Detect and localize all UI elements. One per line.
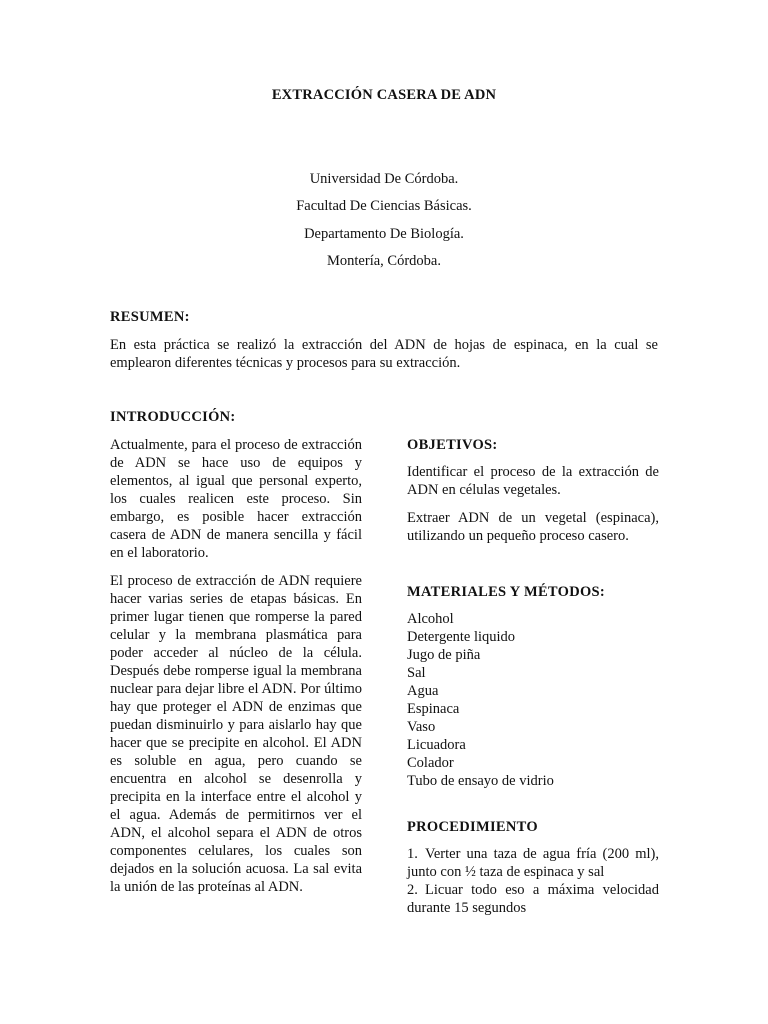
list-item: Agua xyxy=(407,683,439,699)
materiales-list xyxy=(407,610,659,790)
list-item: Licuadora xyxy=(407,737,466,753)
affiliation-university: Universidad De Córdoba. xyxy=(309,171,459,187)
procedimiento-step xyxy=(407,845,659,881)
materiales-heading: MATERIALES Y MÉTODOS: xyxy=(407,584,606,600)
document-title: EXTRACCIÓN CASERA DE ADN xyxy=(271,87,497,103)
step-text: Licuar todo eso a máxima velocidad durante 15 segundos xyxy=(407,882,659,916)
affiliation-department: Departamento De Biología. xyxy=(304,226,464,242)
step-number: 1. xyxy=(407,846,418,862)
introduccion-heading: INTRODUCCIÓN: xyxy=(110,409,236,425)
affiliation-city: Montería, Córdoba. xyxy=(327,253,441,269)
list-item: Sal xyxy=(407,665,426,681)
step-text: Verter una taza de agua fría (200 ml), junto con ½ taza de espinaca y sal xyxy=(407,846,659,880)
list-item: Detergente liquido xyxy=(407,629,516,645)
affiliation-faculty: Facultad De Ciencias Básicas. xyxy=(296,198,472,214)
introduccion-paragraph-2: El proceso de extracción de ADN requiere hacer varias series de etapas básicas. En primer lugar tienen que romperse la pared celular y la membrana plasmática para poder acceder al núcleo de la célula. Después debe romperse igual la membrana nuclear para dejar libre el ADN. Por último hay que proteger el ADN de enzimas que puedan disminuirlo y para aislarlo hay que hacer que se precipite en alcohol. El ADN es soluble en agua, pero cuando se encuentra en alcohol se desenrolla y precipita en la interface entre el alcohol y el agua. Además de permitirnos ver el ADN, el alcohol separa el ADN de otros componentes celulares, los cuales son dejados en la solución acuosa. La sal evita la unión de las proteínas al ADN. xyxy=(110,573,362,895)
list-item: Jugo de piña xyxy=(407,647,481,663)
list-item: Colador xyxy=(407,755,454,771)
procedimiento-heading: PROCEDIMIENTO xyxy=(407,819,538,835)
list-item: Espinaca xyxy=(407,701,460,717)
list-item: Alcohol xyxy=(407,611,454,627)
list-item: Tubo de ensayo de vidrio xyxy=(407,773,554,789)
introduccion-paragraph-1: Actualmente, para el proceso de extracción de ADN se hace uso de equipos y elementos, al igual que personal experto, los cuales realicen este proceso. Sin embargo, es posible hacer extracción casera de ADN de manera sencilla y fácil en el laboratorio. xyxy=(110,437,362,561)
objetivos-heading: OBJETIVOS: xyxy=(407,437,498,453)
objetivos-paragraph-2: Extraer ADN de un vegetal (espinaca), utilizando un pequeño proceso casero. xyxy=(407,510,659,544)
objetivos-paragraph-1: Identificar el proceso de la extracción de ADN en células vegetales. xyxy=(407,464,659,498)
resumen-heading: RESUMEN: xyxy=(110,309,190,325)
procedimiento-step xyxy=(407,881,659,917)
procedimiento-steps xyxy=(407,845,659,917)
resumen-text: En esta práctica se realizó la extracción del ADN de hojas de espinaca, en la cual se emplearon diferentes técnicas y procesos para su extracción. xyxy=(110,337,658,371)
step-number: 2. xyxy=(407,882,418,898)
list-item: Vaso xyxy=(407,719,436,735)
